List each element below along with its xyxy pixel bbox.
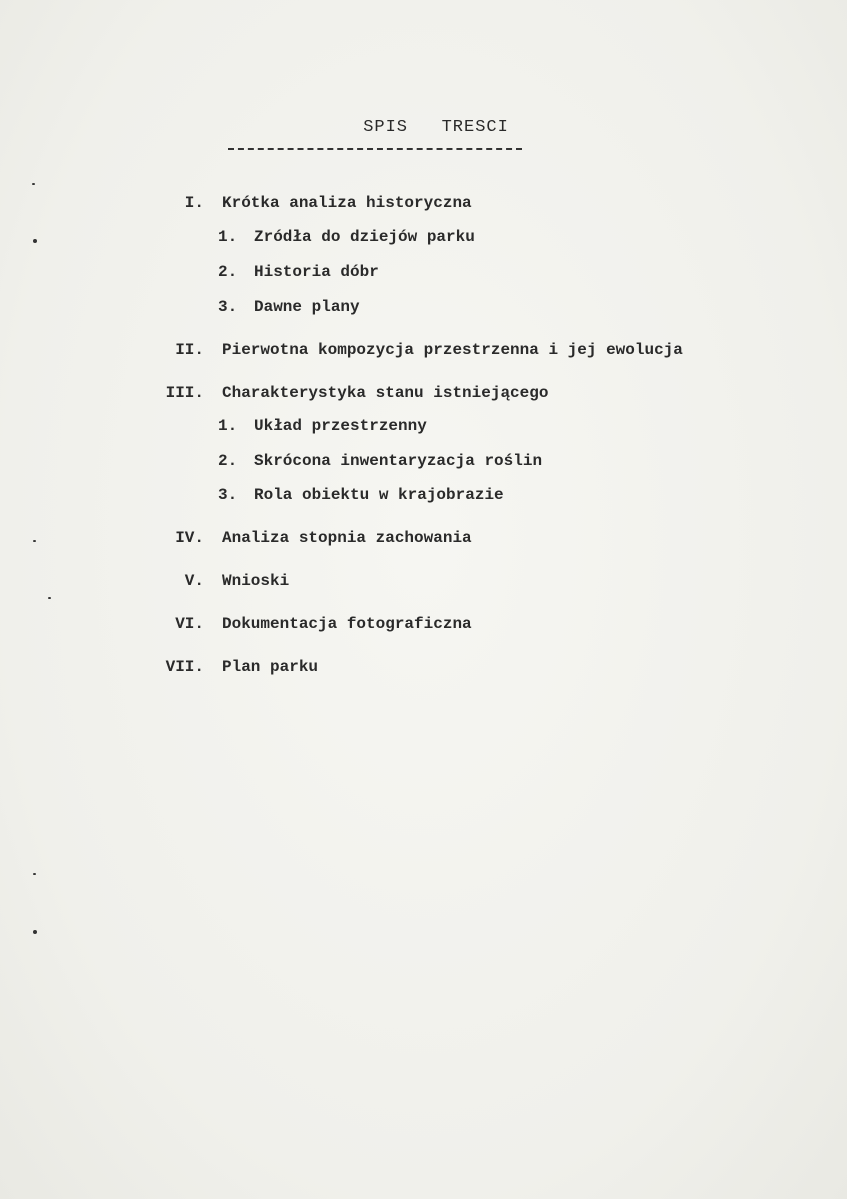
section-numeral: VII. xyxy=(165,658,204,676)
section-title: Analiza stopnia zachowania xyxy=(222,529,472,547)
section-title: Dokumentacja fotograficzna xyxy=(222,615,472,633)
margin-mark xyxy=(48,597,51,599)
title-underline xyxy=(228,148,522,150)
toc-subsection xyxy=(0,296,847,318)
toc-section xyxy=(0,613,847,635)
toc-section xyxy=(0,192,847,214)
subsection-title: Rola obiektu w krajobrazie xyxy=(254,486,504,504)
subsection-number: 2. xyxy=(218,452,238,470)
subsection-title: Skrócona inwentaryzacja roślin xyxy=(254,452,543,470)
subsection-title: Zródła do dziejów parku xyxy=(254,228,475,246)
toc-section xyxy=(0,570,847,592)
toc-section xyxy=(0,527,847,549)
toc-subsection xyxy=(0,450,847,472)
section-numeral: I. xyxy=(184,194,204,212)
toc-subsection xyxy=(0,415,847,437)
section-numeral: V. xyxy=(184,572,204,590)
margin-mark xyxy=(33,930,37,934)
section-title: Charakterystyka stanu istniejącego xyxy=(222,384,549,402)
section-title: Pierwotna kompozycja przestrzenna i jej ewolucja xyxy=(222,341,683,359)
subsection-number: 2. xyxy=(218,263,238,281)
section-numeral: IV. xyxy=(175,529,204,547)
subsection-title: Historia dóbr xyxy=(254,263,379,281)
subsection-number: 3. xyxy=(218,486,238,504)
subsection-title: Dawne plany xyxy=(254,298,360,316)
subsection-number: 3. xyxy=(218,298,238,316)
section-numeral: II. xyxy=(175,341,204,359)
margin-mark xyxy=(33,873,36,875)
margin-mark xyxy=(32,183,35,185)
toc-subsection xyxy=(0,226,847,248)
toc-section xyxy=(0,382,847,404)
section-numeral: III. xyxy=(165,384,204,402)
subsection-number: 1. xyxy=(218,228,238,246)
section-title: Plan parku xyxy=(222,658,319,676)
subsection-title: Układ przestrzenny xyxy=(254,417,427,435)
section-numeral: VI. xyxy=(175,615,204,633)
toc-section xyxy=(0,339,847,361)
subsection-number: 1. xyxy=(218,417,238,435)
page-title: SPIS TRESCI xyxy=(363,118,509,137)
toc-subsection xyxy=(0,484,847,506)
section-title: Wnioski xyxy=(222,572,290,590)
toc-subsection xyxy=(0,261,847,283)
section-title: Krótka analiza historyczna xyxy=(222,194,472,212)
toc-section xyxy=(0,656,847,678)
